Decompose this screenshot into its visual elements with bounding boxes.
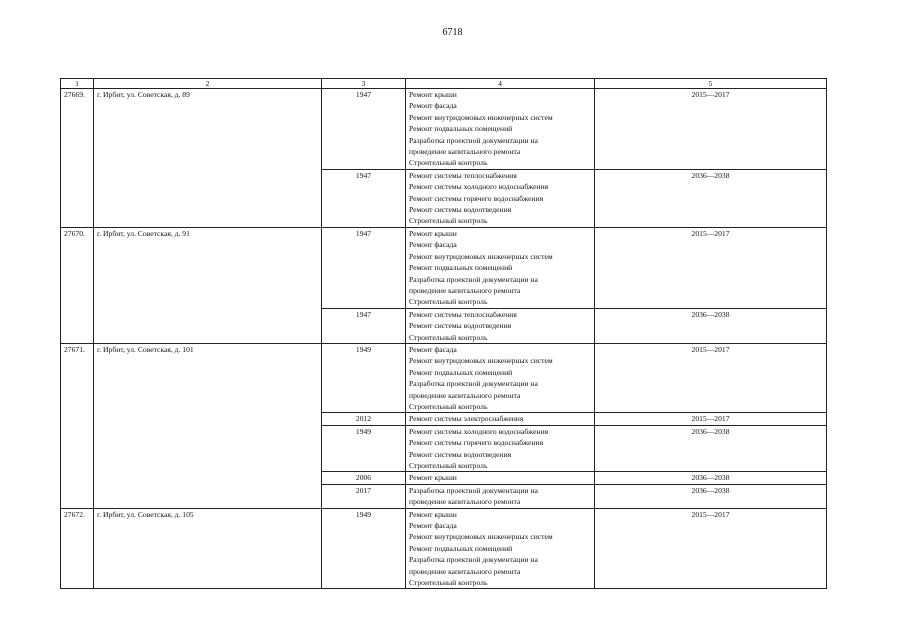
- table-row: [61, 227, 827, 308]
- column-header: 4: [406, 79, 595, 89]
- repair-period: 2036—2038: [595, 472, 827, 484]
- commission-year: 2012: [322, 413, 406, 425]
- work-item: Ремонт системы электроснабжения: [409, 414, 524, 424]
- record-number: 27670.: [61, 227, 94, 343]
- repair-period: 2015—2017: [595, 227, 827, 308]
- repair-period: 2036—2038: [595, 169, 827, 227]
- repair-period: 2015—2017: [595, 343, 827, 412]
- work-item: проведение капитального ремонта: [409, 147, 521, 157]
- work-item: Ремонт фасада: [409, 101, 457, 111]
- work-item: Ремонт системы теплоснабжения: [409, 309, 517, 319]
- work-item: Ремонт крыши: [409, 90, 457, 99]
- building-address: г. Ирбит, ул. Советская, д. 105: [94, 508, 322, 589]
- work-item: Ремонт внутридомовых инженерных систем: [409, 532, 553, 542]
- work-list: [406, 425, 595, 472]
- work-list: [406, 227, 595, 308]
- work-item: Строительный контроль: [409, 158, 488, 168]
- record-number: 27672.: [61, 508, 94, 589]
- work-list: [406, 169, 595, 227]
- building-address: г. Ирбит, ул. Советская, д. 101: [94, 343, 322, 508]
- commission-year: 2017: [322, 484, 406, 508]
- commission-year: 1947: [322, 308, 406, 343]
- commission-year: 1949: [322, 343, 406, 412]
- work-item: проведение капитального ремонта: [409, 497, 521, 507]
- repair-schedule-table: [60, 78, 827, 589]
- work-item: Ремонт системы горячего водоснабжения: [409, 193, 544, 203]
- commission-year: 2006: [322, 472, 406, 484]
- repair-period: 2036—2038: [595, 425, 827, 472]
- work-item: Ремонт фасада: [409, 521, 457, 531]
- record-number: 27669.: [61, 89, 94, 228]
- repair-period: 2015—2017: [595, 508, 827, 589]
- work-item: проведение капитального ремонта: [409, 285, 521, 295]
- work-list: [406, 472, 595, 484]
- work-item: Ремонт крыши: [409, 509, 457, 519]
- table-row: [61, 343, 827, 412]
- work-item: Ремонт системы холодного водоснабжения: [409, 426, 549, 436]
- building-address: г. Ирбит, ул. Советская, д. 89: [94, 89, 322, 228]
- work-item: Строительный контроль: [409, 297, 488, 307]
- work-item: Ремонт фасада: [409, 344, 457, 354]
- work-item: Ремонт подвальных помещений: [409, 367, 513, 377]
- work-item: Разработка проектной документации на: [409, 485, 538, 495]
- repair-period: 2036—2038: [595, 484, 827, 508]
- work-item: Ремонт системы теплоснабжения: [409, 170, 517, 180]
- work-list: [406, 89, 595, 170]
- work-list: [406, 308, 595, 343]
- header-row: [61, 79, 827, 89]
- building-address: г. Ирбит, ул. Советская, д. 91: [94, 227, 322, 343]
- work-item: Ремонт системы горячего водоснабжения: [409, 438, 544, 448]
- commission-year: 1947: [322, 89, 406, 170]
- work-item: Ремонт подвальных помещений: [409, 124, 513, 134]
- work-list: [406, 508, 595, 589]
- column-header: 1: [61, 79, 94, 89]
- work-item: Строительный контроль: [409, 216, 488, 226]
- work-item: Строительный контроль: [409, 332, 488, 342]
- table-row: [61, 89, 827, 170]
- record-number: 27671.: [61, 343, 94, 508]
- work-item: Строительный контроль: [409, 401, 488, 411]
- repair-period: 2015—2017: [595, 89, 827, 170]
- work-item: Разработка проектной документации на: [409, 135, 538, 145]
- work-list: [406, 484, 595, 508]
- commission-year: 1947: [322, 169, 406, 227]
- work-item: Разработка проектной документации на: [409, 555, 538, 565]
- work-item: Ремонт крыши: [409, 473, 457, 483]
- column-header: 5: [595, 79, 827, 89]
- work-item: Разработка проектной документации на: [409, 379, 538, 389]
- work-item: Ремонт крыши: [409, 228, 457, 238]
- work-item: Ремонт системы холодного водоснабжения: [409, 182, 549, 192]
- commission-year: 1949: [322, 425, 406, 472]
- work-item: Ремонт системы водоотведения: [409, 321, 512, 331]
- work-item: проведение капитального ремонта: [409, 390, 521, 400]
- commission-year: 1949: [322, 508, 406, 589]
- work-item: Ремонт внутридомовых инженерных систем: [409, 356, 553, 366]
- column-header: 2: [94, 79, 322, 89]
- work-item: Строительный контроль: [409, 461, 488, 470]
- table-row: [61, 508, 827, 589]
- work-item: Ремонт подвальных помещений: [409, 263, 513, 273]
- repair-period: 2036—2038: [595, 308, 827, 343]
- work-item: Ремонт фасада: [409, 240, 457, 250]
- work-item: Ремонт системы водоотведения: [409, 449, 512, 459]
- work-list: [406, 343, 595, 412]
- work-item: Строительный контроль: [409, 578, 488, 588]
- work-item: Ремонт системы водоотведения: [409, 205, 512, 215]
- work-list: [406, 413, 595, 425]
- work-item: Ремонт внутридомовых инженерных систем: [409, 251, 553, 261]
- repair-period: 2015—2017: [595, 413, 827, 425]
- work-item: Разработка проектной документации на: [409, 274, 538, 284]
- page-number: 6718: [442, 27, 463, 38]
- commission-year: 1947: [322, 227, 406, 308]
- column-header: 3: [322, 79, 406, 89]
- work-item: Ремонт внутридомовых инженерных систем: [409, 112, 553, 122]
- work-item: Ремонт подвальных помещений: [409, 543, 513, 553]
- work-item: проведение капитального ремонта: [409, 566, 521, 576]
